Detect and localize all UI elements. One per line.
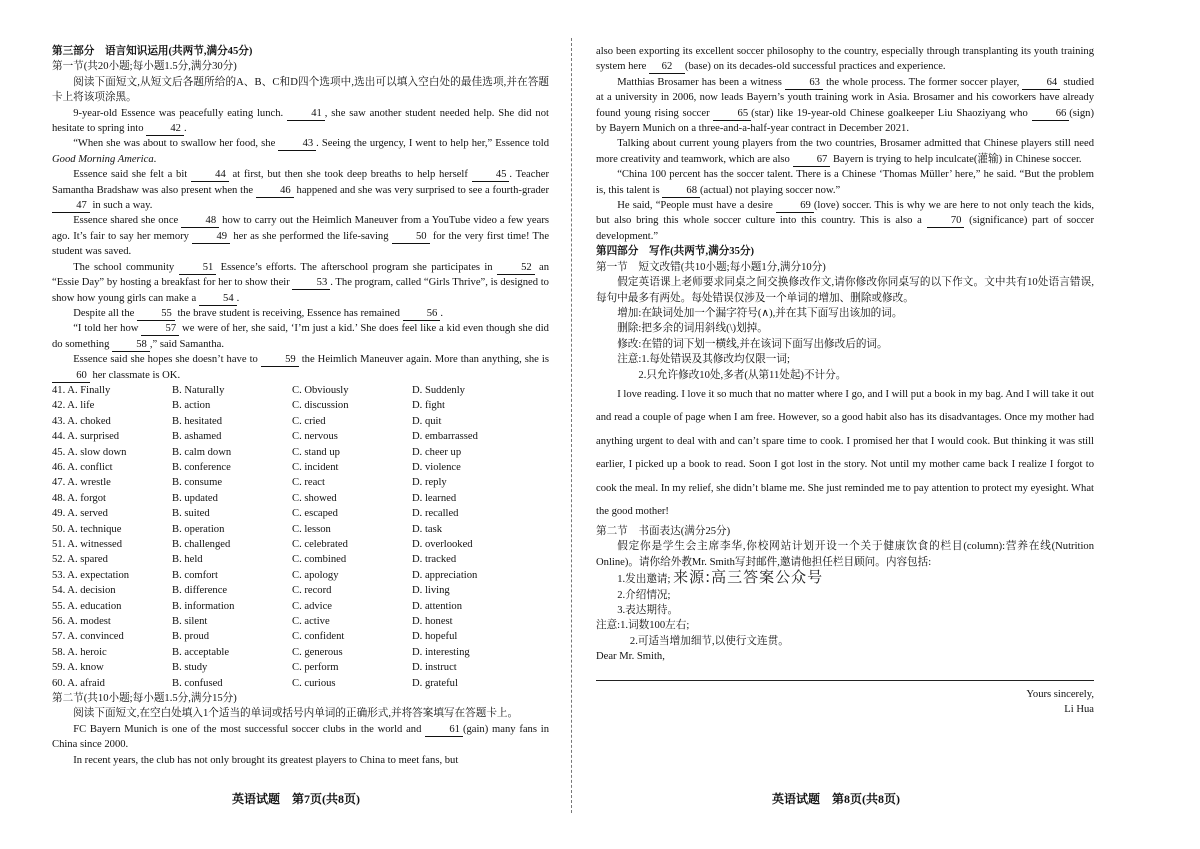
option-d: D. fight bbox=[412, 400, 445, 412]
part4-sec1-title: 第一节 短文改错(共10小题;每小题1分,满分10分) bbox=[596, 261, 826, 273]
option-d: D. hopeful bbox=[412, 631, 458, 643]
option-b: B. held bbox=[172, 554, 203, 566]
option-d: D. living bbox=[412, 585, 450, 597]
option-row bbox=[52, 522, 549, 537]
rule-delete: 删除:把多余的词用斜线(\)划掉。 bbox=[617, 323, 768, 335]
option-b: B. ashamed bbox=[172, 431, 222, 443]
letter-closing: Yours sincerely, bbox=[1026, 688, 1094, 700]
option-a: 47. A. wrestle bbox=[52, 477, 111, 489]
option-b: B. consume bbox=[172, 477, 223, 489]
option-row bbox=[52, 429, 549, 444]
option-b: B. conference bbox=[172, 461, 231, 473]
blank-52: 52 bbox=[497, 262, 535, 275]
option-row bbox=[52, 445, 549, 460]
option-a: 46. A. conflict bbox=[52, 461, 113, 473]
option-b: B. difference bbox=[172, 585, 228, 597]
option-d: D. embarrassed bbox=[412, 431, 478, 443]
option-c: C. generous bbox=[292, 646, 343, 658]
option-c: C. escaped bbox=[292, 508, 338, 520]
blank-68: 68 bbox=[662, 185, 700, 198]
blank-60: 60 bbox=[52, 370, 90, 383]
option-b: B. silent bbox=[172, 616, 208, 628]
grammar-paragraph-4: Talking about current young players from the two countries, Brosamer admitted that Chinese players still need more creativity and teamwork, which are also 67 Bayern is trying to help inculcate(灌输) in Chinese soccer. bbox=[596, 138, 1094, 165]
option-a: 51. A. witnessed bbox=[52, 539, 123, 550]
option-a: 43. A. choked bbox=[52, 415, 111, 427]
part3-title: 第三部分 语言知识运用(共两节,满分45分) bbox=[52, 46, 253, 57]
option-c: C. curious bbox=[292, 677, 336, 689]
part3-sec2-title: 第二节(共10小题;每小题1.5分,满分15分) bbox=[52, 693, 237, 705]
blank-45: 45 bbox=[472, 169, 510, 182]
grammar-paragraph-6: He said, “People must have a desire 69 (love) soccer. This is why we are here to not only teach the kids, but also bring this whole soccer culture into this country. This is also a 70 (significance) part of soccer development.” bbox=[596, 200, 1095, 242]
note-1: 注意:1.每处错误及其修改均仅限一词; bbox=[617, 354, 790, 366]
option-d: D. task bbox=[412, 523, 443, 535]
option-c: C. stand up bbox=[292, 446, 340, 458]
option-d: D. cheer up bbox=[412, 446, 462, 458]
option-b: B. operation bbox=[172, 523, 225, 535]
blank-56: 56 bbox=[403, 308, 441, 321]
writing-task: 假定你是学生会主席李华,你校网站计划开设一个关于健康饮食的栏目(column):营养在线(Nutrition Online)。请你给外教Mr. Smith写封邮件,邀请他担任栏目顾问。内容包括: bbox=[596, 541, 1094, 568]
option-row bbox=[52, 398, 549, 413]
option-d: D. attention bbox=[412, 600, 463, 612]
option-b: B. proud bbox=[172, 631, 210, 643]
blank-49: 49 bbox=[192, 231, 230, 244]
option-c: C. incident bbox=[292, 461, 339, 473]
option-c: C. record bbox=[292, 585, 332, 597]
option-c: C. cried bbox=[292, 415, 326, 427]
option-a: 54. A. decision bbox=[52, 585, 116, 597]
blank-54: 54 bbox=[199, 293, 237, 306]
writing-item-1: 1.发出邀请; 来源:高三答案公众号 bbox=[617, 568, 824, 587]
option-a: 58. A. heroic bbox=[52, 646, 107, 658]
option-a: 42. A. life bbox=[52, 400, 95, 412]
blank-41: 41 bbox=[287, 108, 325, 121]
option-row bbox=[52, 491, 549, 506]
option-row bbox=[52, 475, 549, 490]
option-row bbox=[52, 599, 549, 614]
blank-65: 65 bbox=[713, 108, 751, 121]
option-c: C. confident bbox=[292, 631, 345, 643]
blank-66: 66 bbox=[1032, 108, 1070, 121]
option-a: 52. A. spared bbox=[52, 554, 108, 566]
option-c: C. showed bbox=[292, 492, 337, 504]
part3-sec1-title: 第一节(共20小题;每小题1.5分,满分30分) bbox=[52, 61, 237, 73]
option-a: 56. A. modest bbox=[52, 616, 111, 628]
page-divider bbox=[571, 38, 572, 813]
option-b: B. action bbox=[172, 400, 211, 412]
option-d: D. overlooked bbox=[412, 539, 473, 550]
option-a: 55. A. education bbox=[52, 600, 122, 612]
option-row bbox=[52, 414, 549, 429]
blank-51: 51 bbox=[179, 262, 217, 275]
option-row bbox=[52, 568, 549, 583]
option-row bbox=[52, 383, 549, 398]
blank-69: 69 bbox=[776, 200, 814, 213]
blank-43: 43 bbox=[278, 138, 316, 151]
option-d: D. interesting bbox=[412, 646, 470, 658]
option-d: D. reply bbox=[412, 477, 447, 489]
option-row bbox=[52, 460, 549, 475]
option-b: B. confused bbox=[172, 677, 223, 689]
option-a: 59. A. know bbox=[52, 662, 104, 674]
blank-64: 64 bbox=[1022, 77, 1060, 90]
option-c: C. nervous bbox=[292, 431, 338, 443]
option-row bbox=[52, 614, 549, 629]
cloze-paragraph-4: Essence shared she once 48 how to carry out the Heimlich Maneuver from a YouTube video a few years ago. It’s fair to say her memory 49 her as she performed the life-saving 50 for the very first time! The student was saved. bbox=[52, 215, 550, 258]
option-c: C. discussion bbox=[292, 400, 349, 412]
option-row bbox=[52, 660, 549, 675]
letter-greeting: Dear Mr. Smith, bbox=[596, 651, 665, 663]
option-a: 45. A. slow down bbox=[52, 446, 127, 458]
option-c: C. combined bbox=[292, 554, 347, 566]
part4-title: 第四部分 写作(共两节,满分35分) bbox=[596, 246, 755, 258]
option-row bbox=[52, 676, 549, 691]
option-b: B. study bbox=[172, 662, 208, 674]
option-d: D. instruct bbox=[412, 662, 457, 674]
part4-sec2-title: 第二节 书面表达(满分25分) bbox=[596, 525, 731, 537]
part3-sec2-instruction: 阅读下面短文,在空白处填入1个适当的单词或括号内单词的正确形式,并将答案填写在答题卡上。 bbox=[73, 708, 519, 720]
option-a: 50. A. technique bbox=[52, 523, 122, 535]
option-row bbox=[52, 645, 549, 660]
cloze-paragraph-7: “I told her how 57 we were of her, she said, ‘I’m just a kid.’ She does feel like a kid even though she did do something 58 ,” said Samantha. bbox=[52, 323, 549, 350]
left-column bbox=[52, 44, 549, 768]
option-a: 41. A. Finally bbox=[52, 384, 111, 396]
option-b: B. hesitated bbox=[172, 415, 223, 427]
cloze-paragraph-8: Essence said she hopes she doesn’t have to 59 the Heimlich Maneuver again. More than anything, she is 60 her classmate is OK. bbox=[52, 352, 549, 383]
option-a: 60. A. afraid bbox=[52, 677, 105, 689]
cloze-paragraph-1: 9-year-old Essence was peacefully eating lunch. 41 , she saw another student needed help. She did not hesitate to spring into 42 . bbox=[52, 107, 549, 135]
option-d: D. Suddenly bbox=[412, 384, 465, 396]
blank-62: 62 bbox=[649, 61, 685, 74]
cloze-paragraph-3: Essence said she felt a bit 44 at first, but then she took deep breaths to help herself 45 . Teacher Samantha Bradshaw was also present when the 46 happened and she was very surprised to see a fourth-grader 47 in such a way. bbox=[52, 169, 549, 212]
blank-55: 55 bbox=[137, 308, 175, 321]
footer-page-8: 英语试题 第8页(共8页) bbox=[772, 792, 900, 806]
blank-44: 44 bbox=[191, 169, 229, 182]
blank-63: 63 bbox=[785, 77, 823, 90]
option-d: D. appreciation bbox=[412, 569, 478, 581]
blank-50: 50 bbox=[392, 231, 430, 244]
grammar-paragraph-2: also been exporting its excellent soccer philosophy to the country, especially through transplanting its youth training system here 62 (base) on its decades-old successful practices and experience. bbox=[596, 46, 1094, 73]
writing-item-3: 3.表达期待。 bbox=[617, 604, 679, 616]
option-d: D. quit bbox=[412, 415, 442, 427]
option-row bbox=[52, 552, 549, 567]
option-c: C. celebrated bbox=[292, 539, 348, 550]
option-d: D. recalled bbox=[412, 508, 459, 520]
option-c: C. lesson bbox=[292, 523, 331, 535]
option-b: B. challenged bbox=[172, 539, 231, 550]
blank-47: 47 bbox=[52, 200, 90, 213]
option-d: D. violence bbox=[412, 461, 461, 473]
blank-57: 57 bbox=[141, 323, 179, 336]
option-row bbox=[52, 583, 549, 598]
proofreading-instruction: 假定英语课上老师要求同桌之间交换修改作文,请你修改你同桌写的以下作文。文中共有10处语言错误,每句中最多有两处。每处错误仅涉及一个单词的增加、删除或修改。 bbox=[596, 277, 1094, 304]
blank-58: 58 bbox=[112, 339, 150, 352]
option-b: B. updated bbox=[172, 492, 218, 504]
option-b: B. acceptable bbox=[172, 646, 230, 658]
part3-sec1-instruction: 阅读下面短文,从短文后各题所给的A、B、C和D四个选项中,选出可以填入空白处的最佳选项,并在答题卡上将该项涂黑。 bbox=[52, 76, 549, 104]
option-a: 53. A. expectation bbox=[52, 569, 130, 581]
option-a: 48. A. forgot bbox=[52, 492, 106, 504]
option-c: C. Obviously bbox=[292, 384, 349, 396]
grammar-paragraph-5: “China 100 percent has the soccer talent. There is a Chinese ‘Thomas Müller’ here,” he said. “But the problem is, this talent is 68 (actual) not playing soccer now.” bbox=[596, 169, 1094, 196]
right-column bbox=[596, 44, 1094, 717]
blank-67: 67 bbox=[793, 154, 831, 167]
option-c: C. apology bbox=[292, 569, 339, 581]
letter-signature: Li Hua bbox=[1064, 704, 1094, 715]
blank-61: 61 bbox=[425, 724, 463, 737]
blank-70: 70 bbox=[927, 215, 965, 228]
option-b: B. Naturally bbox=[172, 384, 225, 396]
writing-item-2: 2.介绍情况; bbox=[617, 589, 671, 601]
source-watermark: 来源:高三答案公众号 bbox=[673, 568, 824, 587]
option-row bbox=[52, 537, 549, 552]
cloze-paragraph-6: Despite all the 55 the brave student is receiving, Essence has remained 56 . bbox=[73, 307, 443, 319]
option-b: B. calm down bbox=[172, 446, 232, 458]
option-row bbox=[52, 629, 549, 644]
cloze-paragraph-5: The school community 51 Essence’s efforts. The afterschool program she participates in 52 an “Essie Day” by hosting a breakfast for her to show their 53 . The program, called “Girls Thrive”, is designed to show how young girls can make a 54 . bbox=[52, 261, 550, 304]
rule-modify: 修改:在错的词下划一横线,并在该词下面写出修改后的词。 bbox=[617, 338, 888, 350]
writing-note-2: 2.可适当增加细节,以使行文连贯。 bbox=[629, 635, 789, 647]
blank-48: 48 bbox=[181, 215, 219, 228]
option-b: B. information bbox=[172, 600, 235, 612]
option-row bbox=[52, 506, 549, 521]
cloze-paragraph-2: “When she was about to swallow her food, she 43 . Seeing the urgency, I went to help her,” Essence told Good Morning America. bbox=[52, 138, 549, 165]
option-a: 49. A. served bbox=[52, 508, 108, 520]
option-d: D. honest bbox=[412, 616, 453, 628]
blank-59: 59 bbox=[261, 354, 299, 367]
grammar-paragraph-3: Matthias Brosamer has been a witness 63 the whole process. The former soccer player, 64 studied at a university in 2006, now leads Bayern’s youth training work in Asia. Brosamer and his coworkers have already found young rising soccer 65 (star) like 19-year-old Chinese goalkeeper Liu Shaoziyang who 66 (sign) by Bayern Munich on a three-and-a-half-year contract in December 2021. bbox=[596, 76, 1095, 135]
option-c: C. react bbox=[292, 477, 325, 489]
footer-page-7: 英语试题 第7页(共8页) bbox=[232, 792, 360, 806]
option-c: C. advice bbox=[292, 600, 333, 612]
cloze-options bbox=[52, 383, 549, 691]
writing-line bbox=[596, 679, 1094, 681]
option-c: C. active bbox=[292, 616, 330, 628]
option-b: B. comfort bbox=[172, 569, 218, 581]
writing-note-1: 注意:1.词数100左右; bbox=[596, 620, 690, 632]
blank-42: 42 bbox=[146, 123, 184, 136]
option-c: C. perform bbox=[292, 662, 339, 674]
option-a: 57. A. convinced bbox=[52, 631, 124, 643]
option-b: B. suited bbox=[172, 508, 210, 520]
option-d: D. grateful bbox=[412, 677, 458, 689]
note-2: 2.只允许修改10处,多者(从第11处起)不计分。 bbox=[638, 369, 847, 381]
rule-add: 增加:在缺词处加一个漏字符号(∧),并在其下面写出该加的词。 bbox=[617, 307, 903, 319]
blank-53: 53 bbox=[292, 277, 330, 290]
option-a: 44. A. surprised bbox=[52, 431, 120, 443]
proofreading-essay: I love reading. I love it so much that no matter where I go, and I will put a book in my bag. And I will take it out and read a couple of page when I am free. However, so a good habit also has its disadvantages. Once my mother had anything urgent to deal with and can’t spare time to cook. I promised her that I would cook. But thinking it was still earlier, I picked up a book to read. Soon I got lost in the story. Not until my mother came back I realize I forgot to cook the meal. In my relief, she didn’t blame me. She just reminded me to pay attention to protect my eyesight. What the good mother! bbox=[596, 388, 1094, 518]
option-d: D. tracked bbox=[412, 554, 457, 566]
grammar-paragraph-2-start: In recent years, the club has not only brought its greatest players to China to meet fans, but bbox=[73, 754, 459, 766]
option-d: D. learned bbox=[412, 492, 457, 504]
blank-46: 46 bbox=[256, 185, 294, 198]
grammar-paragraph-1: FC Bayern Munich is one of the most successful soccer clubs in the world and 61 (gain) many fans in China since 2000. bbox=[52, 723, 549, 751]
